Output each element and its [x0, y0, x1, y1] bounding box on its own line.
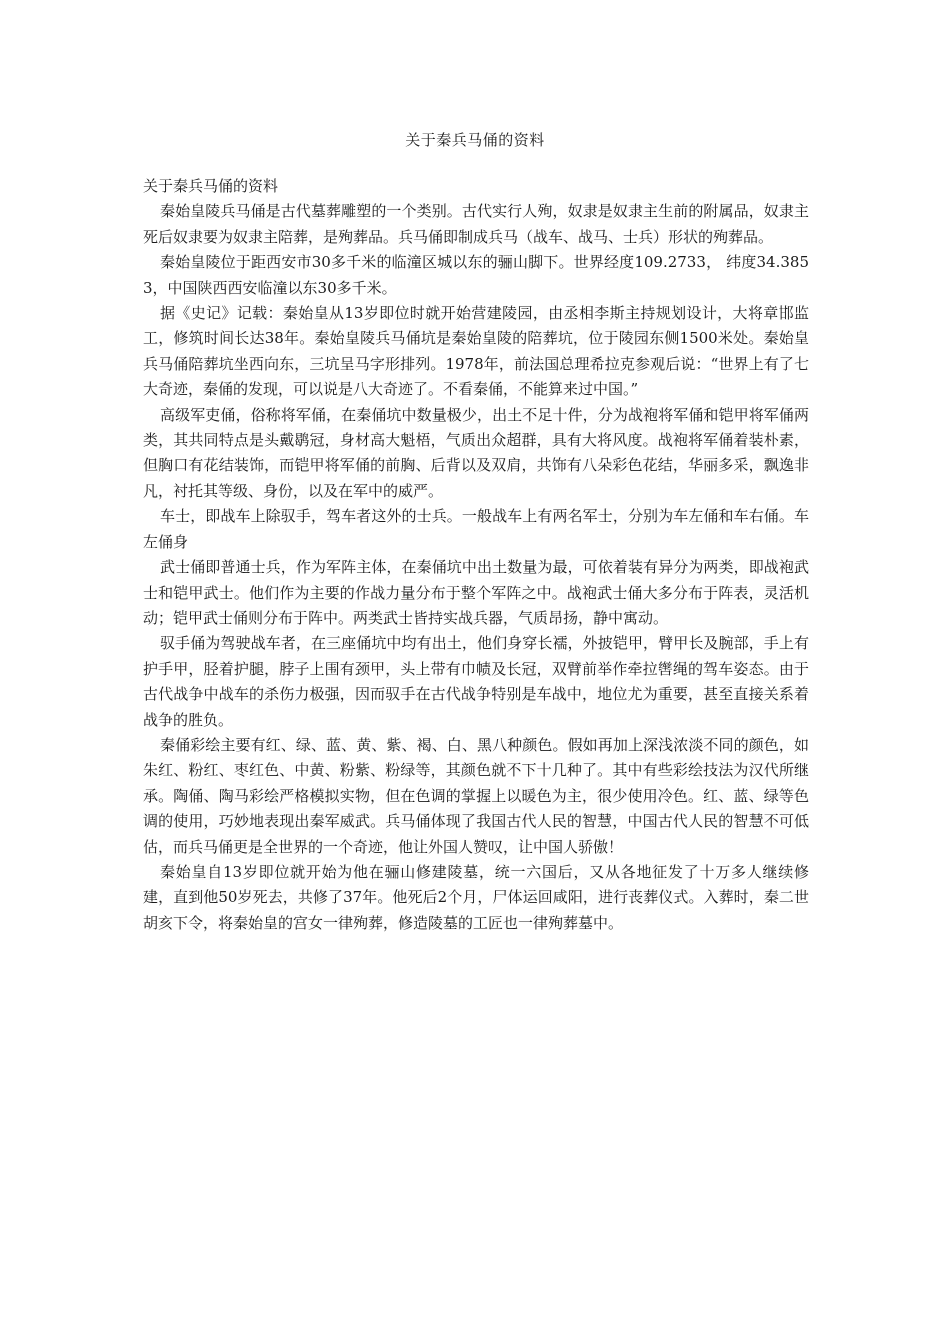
paragraph-7: 驭手俑为驾驶战车者，在三座俑坑中均有出土，他们身穿长襦，外披铠甲，臂甲长及腕部，手上有护手甲，胫着护腿，脖子上围有颈甲，头上带有巾帻及长冠，双臂前举作牵拉辔绳的驾车姿态。由于古代战争中战车的杀伤力极强，因而驭手在古代战争特别是车战中，地位尤为重要，甚至直接关系着战争的胜负。 [143, 634, 809, 729]
paragraph-9: 秦始皇自13岁即位就开始为他在骊山修建陵墓，统一六国后，又从各地征发了十万多人继续修建，直到他50岁死去，共修了37年。他死后2个月，尸体运回咸阳，进行丧葬仪式。入葬时，秦二世胡亥下令，将秦始皇的宫女一律殉葬，修造陵墓的工匠也一律殉葬墓中。 [143, 862, 809, 932]
section-heading: 关于秦兵马俑的资料 [143, 177, 279, 195]
paragraph-8: 秦俑彩绘主要有红、绿、蓝、黄、紫、褐、白、黑八种颜色。假如再加上深浅浓淡不同的颜色，如朱红、粉红、枣红色、中黄、粉紫、粉绿等，其颜色就不下十几种了。其中有些彩绘技法为汉代所继承。陶俑、陶马彩绘严格模拟实物，但在色调的掌握上以暖色为主，很少使用冷色。红、蓝、绿等色调的使用，巧妙地表现出秦军威武。兵马俑体现了我国古代人民的智慧，中国古代人民的智慧不可低估，而兵马俑更是全世界的一个奇迹，他让外国人赞叹，让中国人骄傲！ [143, 735, 809, 856]
paragraph-2: 秦始皇陵位于距西安市30多千米的临潼区城以东的骊山脚下。世界经度109.2733， 纬度34.3853，中国陕西西安临潼以东30多千米。 [143, 253, 809, 297]
document-body [143, 174, 809, 936]
paragraph-6: 武士俑即普通士兵，作为军阵主体，在秦俑坑中出土数量为最，可依着装有异分为两类，即战袍武士和铠甲武士。他们作为主要的作战力量分布于整个军阵之中。战袍武士俑大多分布于阵表，灵活机动；铠甲武士俑则分布于阵中。两类武士皆持实战兵器，气质昂扬，静中寓动。 [143, 558, 809, 627]
paragraph-4: 高级军吏俑，俗称将军俑，在秦俑坑中数量极少，出土不足十件，分为战袍将军俑和铠甲将军俑两类，其共同特点是头戴鹖冠，身材高大魁梧，气质出众超群，具有大将风度。战袍将军俑着装朴素，但胸口有花结装饰，而铠甲将军俑的前胸、后背以及双肩，共饰有八朵彩色花结，华丽多采，飘逸非凡，衬托其等级、身份，以及在军中的威严。 [143, 405, 809, 500]
paragraph-3: 据《史记》记载：秦始皇从13岁即位时就开始营建陵园，由丞相李斯主持规划设计，大将章邯监工，修筑时间长达38年。秦始皇陵兵马俑坑是秦始皇陵的陪葬坑，位于陵园东侧1500米处。秦始皇兵马俑陪葬坑坐西向东，三坑呈马字形排列。1978年，前法国总理希拉克参观后说：“世界上有了七大奇迹，秦俑的发现，可以说是八大奇迹了。不看秦俑，不能算来过中国。” [143, 304, 809, 399]
paragraph-1: 秦始皇陵兵马俑是古代墓葬雕塑的一个类别。古代实行人殉，奴隶是奴隶主生前的附属品，奴隶主死后奴隶要为奴隶主陪葬，是殉葬品。兵马俑即制成兵马（战车、战马、士兵）形状的殉葬品。 [143, 202, 809, 246]
paragraph-5: 车士，即战车上除驭手，驾车者这外的士兵。一般战车上有两名军士，分别为车左俑和车右俑。车左俑身 [143, 507, 809, 551]
document-title: 关于秦兵马俑的资料 [405, 131, 545, 149]
